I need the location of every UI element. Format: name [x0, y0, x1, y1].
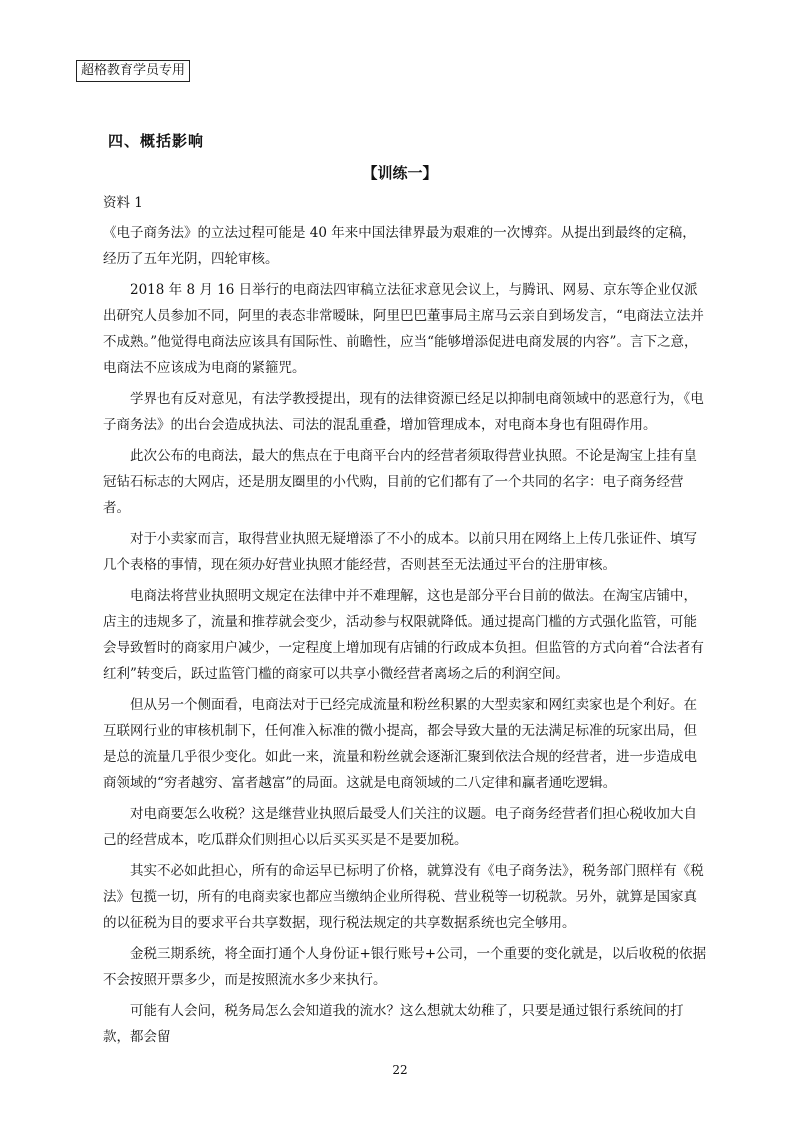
paragraph: 电商法将营业执照明文规定在法律中并不难理解，这也是部分平台目前的做法。在淘宝店铺中，店主的违规多了，流量和推荐就会变少，活动参与权限就降低。通过提高门槛的方式强化监管，可能会导致暂时的商家用户减少，一定程度上增加现有店铺的行政成本负担。但监管的方式向着“合法者有红利”转变后，跃过监管门槛的商家可以共享小微经营者离场之后的利润空间。	[103, 588, 704, 682]
document-header-label: 超格教育学员专用	[76, 60, 190, 82]
paragraph: 对电商要怎么收税？这是继营业执照后最受人们关注的议题。电子商务经营者们担心税收加大自己的经营成本，吃瓜群众们则担心以后买买买是不是要加税。	[103, 806, 697, 848]
paragraph: 此次公布的电商法，最大的焦点在于电商平台内的经营者须取得营业执照。不论是淘宝上挂有皇冠钻石标志的大网店，还是朋友圈里的小代购，目前的它们都有了一个共同的名字：电子商务经营者。	[103, 448, 697, 516]
paragraph: 2018 年 8 月 16 日举行的电商法四审稿立法征求意见会议上，与腾讯、网易、京东等企业仅派出研究人员参加不同，阿里的表态非常暧昧，阿里巴巴董事局主席马云亲自到场发言，“电商法立法并不成熟。”他觉得电商法应该具有国际性、前瞻性，应当“能够增添促进电商发展的内容”。言下之意，电商法不应该成为电商的紧箍咒。	[103, 282, 704, 376]
paragraph: 学界也有反对意见，有法学教授提出，现有的法律资源已经足以抑制电商领域中的恶意行为，《电子商务法》的出台会造成执法、司法的混乱重叠，增加管理成本，对电商本身也有阻碍作用。	[103, 391, 704, 433]
page-number: 22	[392, 1063, 408, 1077]
paragraph: 对于小卖家而言，取得营业执照无疑增添了不小的成本。以前只用在网络上上传几张证件、填写几个表格的事情，现在须办好营业执照才能经营，否则甚至无法通过平台的注册审核。	[103, 531, 697, 573]
material-label: 资料 1	[103, 195, 143, 211]
section-title: 四、概括影响	[108, 132, 205, 150]
paragraph: 可能有人会问，税务局怎么会知道我的流水？这么想就太幼稚了，只要是通过银行系统间的打款，都会留	[103, 1003, 684, 1045]
paragraph: 其实不必如此担心，所有的命运早已标明了价格，就算没有《电子商务法》，税务部门照样有《税法》包揽一切，所有的电商卖家也都应当缴纳企业所得税、营业税等一切税款。另外，就算是国家真的以征税为目的要求平台共享数据，现行税法规定的共享数据系统也完全够用。	[103, 863, 704, 931]
training-title: 【训练一】	[362, 164, 438, 182]
paragraph: 但从另一个侧面看，电商法对于已经完成流量和粉丝积累的大型卖家和网红卖家也是个利好。在互联网行业的审核机制下，任何准入标准的微小提高，都会导致大量的无法满足标准的玩家出局，但是总的流量几乎很少变化。如此一来，流量和粉丝就会逐渐汇聚到依法合规的经营者，进一步造成电商领域的“穷者越穷、富者越富”的局面。这就是电商领域的二八定律和赢者通吃逻辑。	[103, 697, 697, 791]
paragraph: 金税三期系统，将全面打通个人身份证+银行账号+公司，一个重要的变化就是，以后收税的依据不会按照开票多少，而是按照流水多少来执行。	[103, 946, 707, 988]
document-body	[103, 190, 709, 1055]
paragraph: 《电子商务法》的立法过程可能是 40 年来中国法律界最为艰难的一次博弈。从提出到最终的定稿，经历了五年光阴，四轮审核。	[103, 225, 696, 267]
